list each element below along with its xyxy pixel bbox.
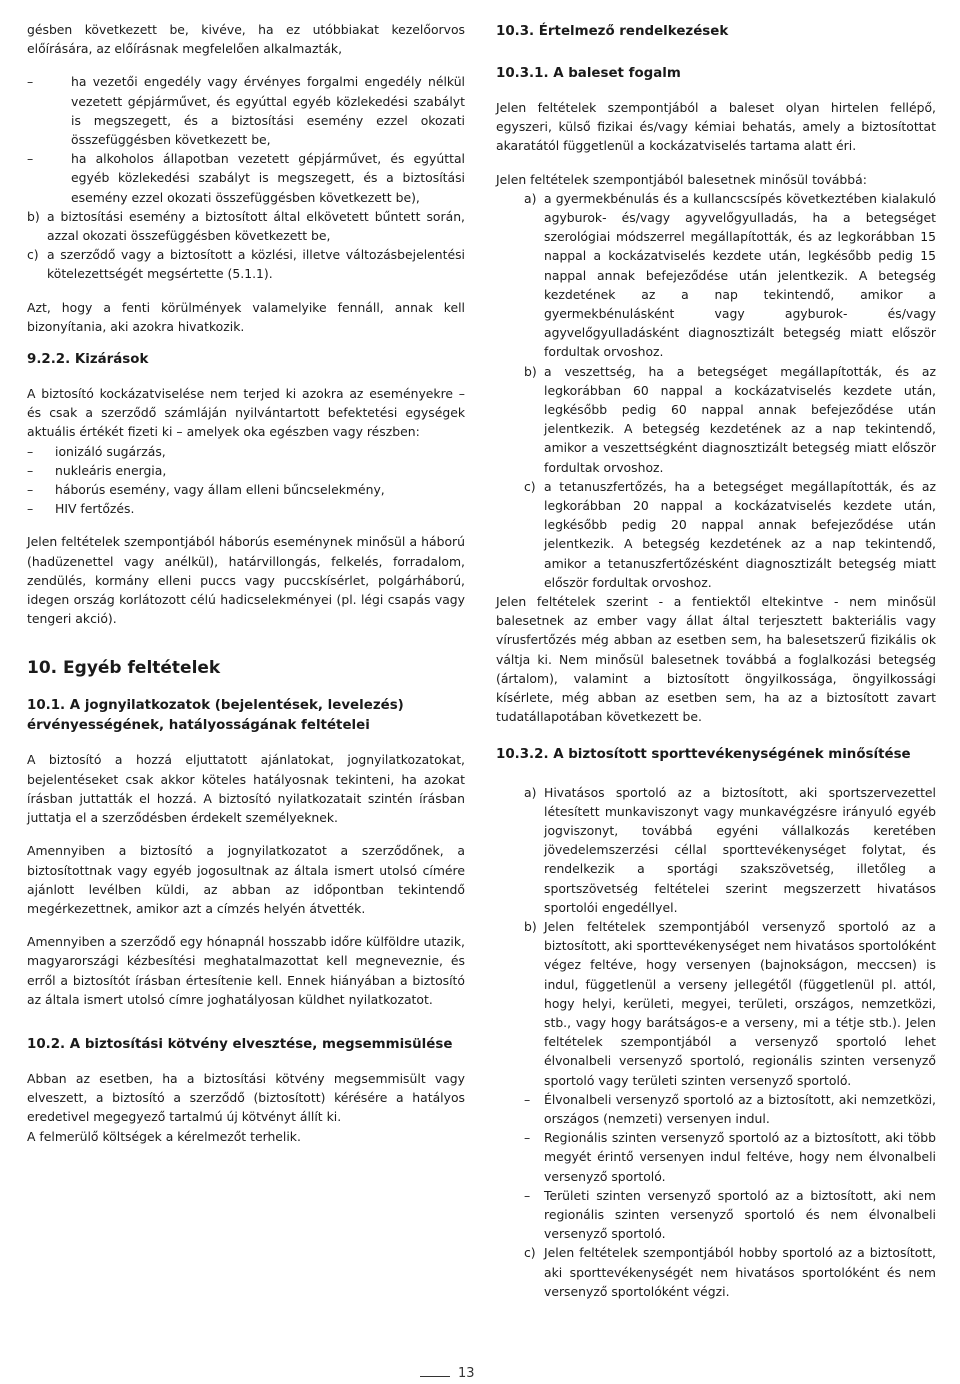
footer-rule: [420, 1376, 450, 1377]
paragraph-10-2-a: Abban az esetben, ha a biztosítási kötvény megsemmisült vagy elveszett, a biztosító a szerződő (biztosított) kérésére a hatályos eredetivel megegyező tartalmú új kötvényt állít ki.: [27, 1070, 465, 1125]
list-marker: a): [524, 190, 537, 206]
accident-item-a-text: a gyermekbénulás és a kullancscsípés következtében kialakuló agyburok- és/vagy agyvelőgyulladás, ha a betegséget szerológiai módszerrel megállapították, és az legkorábban 15 nappal a kockázatviselés kezdete után, legkésőbb pedig 15 nappal annak befejeződése után jelentkezik. A betegség kezdetének az a nap tekintendő, amikor a gyermekbénulásként vagy agyburok- és/vagy agyvelőgyulladásként diagnosztizált betegség miatt először fordultak orvoshoz.: [544, 190, 936, 360]
left-column: [27, 0, 465, 1146]
list-marker: c): [524, 478, 536, 494]
intro-paragraph: gésben következett be, kivéve, ha ez utóbbiakat kezelőorvos előírására, az előírásnak megfelelően alkalmazták,: [27, 22, 465, 57]
sport-item-a-text: Hivatásos sportoló az a biztosított, aki sportszervezettel létesített munkaviszonyt vagy munkavégzésre irányuló egyéb jogviszonyt, továbbá egyéni vállalkozás keretében jövedelemszerzési céllal sporttevékenységet folytat, és rendelkezik a sportági szakszövetség, illetőleg a sportszövetség feltételei szerint megszerzett hivatásos sportolói engedéllyel.: [544, 784, 936, 915]
sport-subitem-territorial: – Területi szinten versenyző sportoló az a biztosított, aki nem regionális szinten versenyző sportoló és nem élvonalbeli versenyző sportoló.: [496, 1186, 936, 1244]
sport-item-a: [496, 783, 936, 917]
list-marker: a): [524, 784, 537, 800]
accident-extension-intro: Jelen feltételek szempontjából balesetnek minősül továbbá:: [496, 171, 867, 187]
heading-9-2-2: 9.2.2. Kizárások: [27, 352, 149, 368]
exclusion-item: – ionizáló sugárzás,: [27, 442, 465, 461]
paragraph-10-1-c: Amennyiben a szerződő egy hónapnál hosszabb időre külföldre utazik, magyarországi kézbesítési meghatalmazottat kell megneveznie, és erről a biztosítót írásban értesítenie kell. Ennek hiányában a biztosító az általa ismert utolsó címre joghatályosan küldhet nyilatkozatot.: [27, 934, 465, 1007]
accident-item-b: [496, 362, 936, 477]
exclusions-paragraph: A biztosító kockázatviselése nem terjed ki azokra az eseményekre – és csak a szerződő számláján nyilvántartott befektetési egységek aktuális értékét fizeti ki – amelyek oka egészben vagy részben:: [27, 386, 465, 440]
exclusion-item: – HIV fertőzés.: [27, 499, 465, 518]
sport-subitem-elite: – Élvonalbeli versenyző sportoló az a biztosított, aki nemzetközi, országos (nemzeti) versenyen indul.: [496, 1090, 936, 1128]
list-marker: b): [524, 918, 537, 934]
heading-10-2: 10.2. A biztosítási kötvény elvesztése, megsemmisülése: [27, 1036, 453, 1052]
exclusion-item: – háborús esemény, vagy állam elleni bűncselekmény,: [27, 480, 465, 499]
list-marker: c): [524, 1245, 536, 1261]
accident-definition-paragraph: Jelen feltételek szempontjából a baleset olyan hirtelen fellépő, egyszeri, külső fizikai és/vagy kémiai behatás, amely a biztosítottat akaratától függetlenül a kockázatviselés tartama alatt éri.: [496, 100, 936, 154]
sport-item-b-text: Jelen feltételek szempontjából versenyző sportoló az a biztosított, aki sporttevékenységet nem hivatásos sportolóként végez feltéve, hogy versenyen (bajnokságon, meccsen) is indul, függetlenül a verseny jellegétől (függetlenül pl. attól, hogy helyi, kerületi, megyei, területi, országos, nemzetközi, stb., vagy hogy barátságos-e a verseny, mi a tétje stb.). Jelen feltételek szempontjából a versenyző sportoló lehet élvonalbeli versenyző sportoló, regionális szinten versenyző sportoló vagy területi szinten versenyző sportoló.: [544, 918, 936, 1088]
list-marker: b): [524, 363, 537, 379]
sport-item-c: [496, 1243, 936, 1301]
paragraph-10-2-b: A felmerülő költségek a kérelmezőt terhelik.: [27, 1128, 301, 1144]
page-number: 13: [458, 1366, 475, 1381]
exclusion-item: – nukleáris energia,: [27, 461, 465, 480]
list-marker: c): [27, 247, 39, 263]
sport-item-b: [496, 917, 936, 1090]
list-marker: b): [27, 208, 40, 224]
condition-b-text: a biztosítási esemény a biztosított által elkövetett bűntett során, azzal okozati összefüggésben következett be,: [47, 208, 465, 244]
accident-item-c-text: a tetanuszfertőzés, ha a betegséget megállapították, és az legkorábban 20 nappal a kockázatviselés kezdete után, legkésőbb pedig 20 nappal annak befejeződése után jelentkezik. A betegség kezdetének az a nap tekintendő, amikor a tetanuszfertőzésként diagnosztizált betegség miatt először fordultak orvoshoz.: [544, 478, 936, 590]
non-accident-paragraph: Jelen feltételek szerint - a fentiektől eltekintve - nem minősül balesetnek az ember vagy állat által terjesztett bakteriális vagy vírusfertőzés még abban az esetben sem, ha balesetszerű fizikális ok váltja ki. Nem minősül balesetnek továbbá a foglalkozási betegség (ártalom), valamint a biztosított öngyilkossága, öngyilkossági kísérlete, még abban az esetben sem, ha az a biztosított zavart tudatállapotában következett be.: [496, 594, 936, 725]
condition-alcohol: – ha alkoholos állapotban vezetett gépjárművet, és egyúttal egyéb közlekedési szabályt is megszegett, és a biztosítási esemény ezzel okozati összefüggésben következett be),: [27, 149, 465, 207]
right-column: [496, 0, 936, 1301]
condition-c: [27, 245, 465, 283]
heading-10-3: 10.3. Értelmező rendelkezések: [496, 24, 729, 39]
paragraph-10-1-b: Amennyiben a biztosító a jognyilatkozatot a szerződőnek, a biztosítottnak vagy egyéb jogosultnak az általa ismert utolsó címére ajánlott levélben küldi, az abban az időpontban tekintendő megérkezettnek, amikor azt a címzés helyén átvették.: [27, 843, 465, 916]
condition-no-license: – ha vezetői engedély vagy érvényes forgalmi engedély nélkül vezetett gépjárművet, és egyúttal egyéb közlekedési szabályt is megszegett, és a biztosítási esemény ezzel okozati összefüggésben következett be,: [27, 72, 465, 149]
condition-c-text: a szerződő vagy a biztosított a közlési, illetve változásbejelentési kötelezettségét megsértette (5.1.1).: [47, 247, 465, 282]
accident-item-a: [496, 189, 936, 362]
heading-10-3-1: 10.3.1. A baleset fogalm: [496, 66, 681, 81]
accident-item-c: [496, 477, 936, 592]
paragraph-10-1-a: A biztosító a hozzá eljuttatott ajánlatokat, jognyilatkozatokat, bejelentéseket csak akkor köteles hatályosnak tekinteni, ha azokat írásban juttatták el hozzá. A biztosító nyilatkozatait szintén írásban juttatja el a szerződésben érdekelt személyeknek.: [27, 752, 465, 826]
condition-b: [27, 207, 465, 245]
war-definition-paragraph: Jelen feltételek szempontjából háborús eseménynek minősül a háború (hadüzenettel vagy anélkül), határvillongás, felkelés, forradalom, zendülés, kormány elleni puccs vagy puccskísérlet, polgárháború, idegen ország korlátozott célú hadicselekményei (pl. légi csapás vagy tengeri akció).: [27, 534, 465, 627]
heading-10: 10. Egyéb feltételek: [27, 658, 221, 679]
sport-subitem-regional: – Regionális szinten versenyző sportoló az a biztosított, aki több megyét érintő versenyen indul feltéve, hogy nem élvonalbeli versenyző sportoló.: [496, 1128, 936, 1186]
sport-item-c-text: Jelen feltételek szempontjából hobby sportoló az a biztosított, aki sporttevékenységét nem hivatásos sportolóként és nem versenyző sportolóként végzi.: [544, 1245, 936, 1299]
heading-10-3-2: 10.3.2. A biztosított sporttevékenységének minősítése: [496, 746, 911, 762]
heading-10-1: 10.1. A jognyilatkozatok (bejelentések, levelezés) érvényességének, hatályosságának feltételei: [27, 698, 404, 734]
accident-item-b-text: a veszettség, ha a betegséget megállapították, és az legkorábban 60 nappal a kockázatviselés kezdete után, legkésőbb pedig 60 nappal annak befejeződése után jelentkezik. A betegség kezdetének az a nap tekintendő, amikor a veszettségként diagnosztizált betegség miatt először fordultak orvoshoz.: [544, 363, 936, 475]
burden-of-proof-paragraph: Azt, hogy a fenti körülmények valamelyike fennáll, annak kell bizonyítania, aki azokra hivatkozik.: [27, 299, 465, 334]
